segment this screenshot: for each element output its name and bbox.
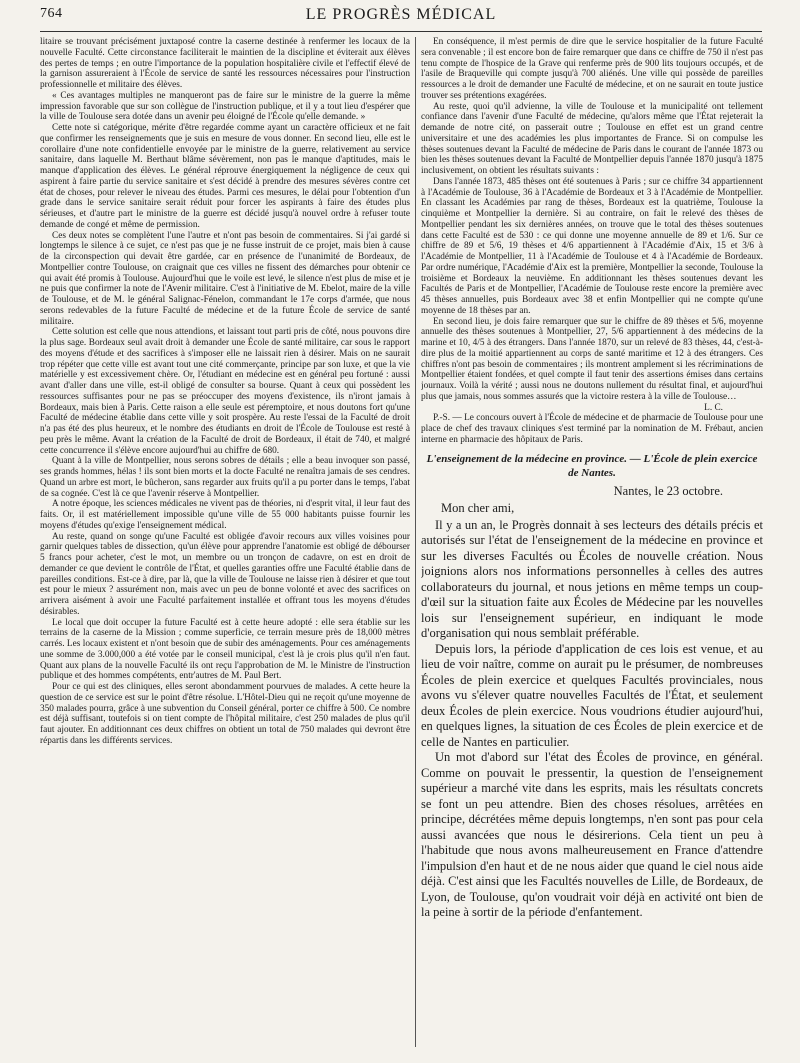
letter-body — [421, 518, 763, 921]
left-paragraph: litaire se trouvant précisément juxtaposé contre la caserne destinée à renfermer les locaux de la nouvelle Faculté. Cette circonstance faciliterait le maintien de la discipline et éviterait aux élèves des pertes de temps ; en outre l'importance de la population hospitalière civile et l'effectif élevé de la garnison assureraient à l'École de service de santé les ressources nécessaires pour l'instruction professionnelle et militaire des élèves. — [40, 37, 410, 90]
article-heading: L'enseignement de la médecine en province. — L'École de plein exercice de Nantes. — [426, 452, 758, 479]
left-paragraph: Le local que doit occuper la future Faculté est à cette heure adopté : elle sera établie sur les terrains de la caserne de la Mission ; comme superficie, ce terrain mesure près de 18,000 mètres carrés. Les locaux existent et n'ont besoin que de subir des aménagements. Pour ces aménagements une somme de 3.000,000 a été votée par le conseil municipal, c'est là je crois plus qu'il n'en faut. Quant aux plans de la nouvelle Faculté ils ont reçu l'approbation de M. le Ministre de l'instruction publique et des hommes compétents, entr'autres de M. Paul Bert. — [40, 617, 410, 682]
left-paragraph: Au reste, quand on songe qu'une Faculté est obligée d'avoir recours aux villes voisines pour garnir quelques tables de dissection, qu'un élève pour apprendre l'anatomie est obligé de débourser 5 francs pour acheter, c'est le mot, un membre ou un tronçon de cadavre, on est en droit de demander ce que devient le contrôle de l'État, et quelles garanties offre une Faculté établie dans de pareilles conditions. Est-ce à dire, par là, que la ville de Toulouse ne laisse rien à désirer et que tout est pour le mieux ? assurément non, mais avec un peu de bonne volonté et avec des sacrifices on arrivera aisément à avoir une Faculté parfaitement installée et offrant tous les moyens d'études désirables. — [40, 531, 410, 617]
right-paragraph: En second lieu, je dois faire remarquer que sur le chiffre de 89 thèses et 5/6, moyenne annuelle des thèses soutenues à Montpellier, 27, 5/6 appartiennent à des médecins de la marine et 10, 4/5 à des étrangers. Dans l'année 1870, sur un relevé de 83 thèses, 44, c'est-à-dire plus de la moitié appartiennent au corps de santé maritime et 12 à des étrangers. Ces chiffres n'ont pas besoin de commentaires ; ils montrent amplement si les récriminations de Montpellier étaient fondées, et quel compte il faut tenir des assertions émises dans certains journaux. Voilà la vérité ; aussi nous ne doutons nullement du résultat final, et aujourd'hui plus que jamais, nous sommes assurés que la victoire restera à la ville de Toulouse… — [421, 316, 763, 402]
salutation: Mon cher ami, — [441, 500, 515, 515]
right-paragraph: Dans l'année 1873, 485 thèses ont été soutenues à Paris ; sur ce chiffre 34 appartiennent à l'Académie de Toulouse, 36 à l'Académie de Bordeaux et 3 à l'Académie de Montpellier. En classant les Académies par rang de thèses, Bordeaux est la quatrième, Toulouse la cinquième et Montpellier la dernière. Si au contraire, on fait le relevé des thèses de Montpellier pendant les six dernières années, on trouve que le total des thèses soutenues dans cette Faculté est de 530 : ce qui donne une moyenne annuelle de 89 et 1/6. Sur ce chiffre de 89 et 5/6, 19 thèses et 4/6 appartiennent à l'Académie d'Aix, 15 et 3/6 à l'Académie de Montpellier, 11 à l'Académie de Toulouse et 4 à l'Académie de Bordeaux. Par ordre numérique, l'Académie d'Aix est la première, Montpellier la seconde, Toulouse la troisième et Bordeaux la neuvième. En additionnant les thèses soutenues devant les Facultés de Paris et de Montpellier, l'Académie de Toulouse reste encore la première avec 45 thèses annuelles, puis Bordeaux avec 38 et enfin Montpellier qui ne compte qu'une moyenne de 18 thèses par an. — [421, 176, 763, 316]
dateline: Nantes, le 23 octobre. — [613, 483, 723, 498]
right-continued-article — [421, 37, 763, 446]
left-paragraph: Cette note si catégorique, mérite d'être regardée comme ayant un caractère officieux et ne fait que confirmer les renseignements que je suis en mesure de vous donner. En second lieu, elle est le corollaire d'une note confidentielle envoyée par le ministre de la guerre, relativement au service sanitaire, dans laquelle M. Berthaut blâme sévèrement, non pas le manque d'aptitudes, mais le manque d'application des élèves. Le général réprouve énergiquement la négligence de ceux qui aspirent à faire partie du service sanitaire et s'est décidé à prendre des mesures sévères contre cet état de choses, pour relever le niveau des études. Parmi ces mesures, le délai pour l'obtention d'un grade dans le service sanitaire serait réduit pour forcer les aspirants à faire des études plus sérieuses, et d'autre part le ministre de la guerre est décidé jusqu'à nouvel ordre à refuser toute demande de congé et même de permission. — [40, 123, 410, 230]
left-paragraph: Quant à la ville de Montpellier, nous serons sobres de détails ; elle a beau invoquer son passé, ses grands hommes, hélas ! ils sont bien morts et la docte Faculté ne renaîtra jamais de ses cendres. Quand un arbre est mort, le bûcheron, sans regarder aux fruits qu'il a pu porter dans le temps, l'abat de sa cognée. C'est là ce que l'avenir réserve à Montpellier. — [40, 456, 410, 499]
header-rule — [40, 31, 762, 32]
page-number: 764 — [40, 6, 63, 21]
column-divider — [415, 37, 416, 1047]
right-paragraph: Au reste, quoi qu'il advienne, la ville de Toulouse et la municipalité ont tellement confiance dans l'avenir d'une Faculté de médecine, qu'alors même que l'État rejeterait la demande de notre cité, on passerait outre ; Toulouse en effet est un grand centre universitaire et une des académies les plus importantes de France. Si on compulse les thèses soutenues devant la Faculté de médecine de Paris dans le courant de l'année 1873 ou bien les thèses soutenues devant la Faculté de Montpellier depuis l'année 1870 jusqu'à 1875 inclusivement, on obtient les résultats suivants : — [421, 101, 763, 176]
journal-title: LE PROGRÈS MÉDICAL — [305, 6, 497, 23]
left-column — [40, 37, 410, 1059]
left-paragraph: « Ces avantages multiples ne manqueront pas de faire sur le ministre de la guerre la même impression favorable que sur son collègue de l'instruction publique, et il y a tout lieu d'espérer que la ville de Toulouse sera dotée dans un avenir peu éloigné de l'École qu'elle demande. » — [40, 90, 410, 123]
left-paragraph: Ces deux notes se complètent l'une l'autre et n'ont pas besoin de commentaires. Si j'ai gardé si longtemps le silence à ce sujet, ce n'est pas que je ne fusse instruit de ce projet, mais bien à cause de la circonspection qui devait être gardée, car en présence de l'unanimité de Bordeaux, de Montpellier contre Toulouse, on craignait que ces villes ne fissent des démarches pour obtenir ce qui avait été promis à Toulouse. Aujourd'hui que le voile est levé, le silence n'est plus de mise et je ne puis que confirmer la note de l'Avenir militaire. C'est à l'initiative de M. Ebelot, maire de la ville de Toulouse, et de M. le général Salignac-Fénelon, commandant le 17e corps d'armée, que nous serons redevables de la future Faculté de médecine et de la future École de service de santé militaire. — [40, 230, 410, 327]
letter-paragraph: Il y a un an, le Progrès donnait à ses lecteurs des détails précis et autorisés sur l'état de l'enseignement de la médecine en province et sur les diverses Facultés ou Écoles de nouvelle création. Nous joignions alors nos informations personnelles à celles des autres collaborateurs du journal, et nous jetions en même temps un coup-d'œil sur la situation faite aux Écoles de Médecine par les nouvelles lois sur l'enseignement supérieur, en indiquant le mode d'organisation qui nous semblait préférable. — [421, 517, 763, 640]
right-paragraph: En conséquence, il m'est permis de dire que le service hospitalier de la future Faculté sera convenable ; il est encore bon de faire remarquer que dans ce chiffre de 750 il n'est pas tenu compte de l'hospice de la Grave qui renferme près de 900 lits toujours occupés, et de l'asile de Braqueville qui compte jusqu'à 700 aliénés. Une ville qui possède de pareilles ressources a le droit de demander une Faculté de médecine, et on ne saurait en toute justice trouver ses prétentions exagérées. — [421, 37, 763, 101]
right-column — [421, 37, 763, 1059]
left-paragraph: Cette solution est celle que nous attendions, et laissant tout parti pris de côté, nous pouvons dire la plus sage. Bordeaux seul avait droit à demander une École de santé militaire, car sous le rapport des moyens d'étude et des sacrifices à s'imposer elle ne laissait rien à désirer. Mais on ne saurait trop répéter que cette ville est avant tout une cité commerçante, principe par son luxe, et que la vie matérielle y est excessivement chère. Or, l'étudiant en médecine est en général peu fortuné : aussi avant d'aller dans une ville, est-il obligé de consulter sa bourse. Quant à ceux qui possèdent les ressources suffisantes pour ne pas se préoccuper des moyens d'existence, ils n'iront jamais à Bordeaux, mais bien à Paris. Cette raison a elle seule est péremptoire, et nous doutons fort qu'une Faculté de médecine établie dans cette ville y soit prospère. Au reste l'essai de la Faculté de droit n'a pas été des plus heureux, et le nombre des étudiants en droit de l'École de Toulouse est resté à peu près le même. Avant la création de la Faculté de droit de Bordeaux, il était de 740, et malgré cette concurrence il s'élève encore aujourd'hui au chiffre de 680. — [40, 327, 410, 456]
postscript: P.-S. — Le concours ouvert à l'École de médecine et de pharmacie de Toulouse pour une place de chef des travaux cliniques s'est terminé par la nomination de M. Frébaut, ancien interne en pharmacie des hôpitaux de Paris. — [421, 413, 763, 445]
letter-paragraph: Un mot d'abord sur l'état des Écoles de province, en général. Comme on pouvait le pressentir, la question de l'enseignement supérieur a marché vite dans les esprits, mais les résultats concrets se font un peu attendre. Bien des choses résolues, arrêtées en principe, décrétées même depuis longtemps, n'en sont pas pour cela aussi avancées que nous le désirerions. Cela tient un peu à l'habitude que nous avons malheureusement en France d'attendre l'impulsion d'en haut et de ne nous aider que quand le ciel nous aide déjà. C'est ainsi que les Facultés nouvelles de Lille, de Bordeaux, de Lyon, de Toulouse, qu'on voudrait voir déjà en activité ont bien de la peine à sortir de la période d'enfantement. — [421, 750, 763, 919]
left-paragraph: A notre époque, les sciences médicales ne vivent pas de théories, ni d'esprit vital, il leur faut des faits. Or, il est matériellement impossible qu'une ville de 55 000 habitants puisse fournir les moyens d'études qu'exige l'enseignement médical. — [40, 499, 410, 531]
left-paragraph: Pour ce qui est des cliniques, elles seront abondamment pourvues de malades. A cette heure la question de ce service est sur le point d'être résolue. L'Hôtel-Dieu qui ne reçoit qu'une moyenne de 350 malades pourra, grâce à une subvention du Conseil général, porter ce chiffre à 500. Ce nombre est déjà suffisant, toutefois si on tient compte de l'hôpital militaire, c'est 250 malades de plus qu'il faut ajouter. En additionnant ces deux chiffres on obtient un total de 750 malades qui devront être répartis dans les différents services. — [40, 682, 410, 746]
letter-paragraph: Depuis lors, la période d'application de ces lois est venue, et au lieu de voir naître, comme on aurait pu le présumer, de nombreuses Écoles de plein exercice et quelques Facultés provinciales, nous avons vu s'élever quatre nouvelles Facultés de l'État, et seulement deux Écoles de plein exercice. Nous voudrions étudier aujourd'hui, en quelques lignes, la situation de ces Écoles de plein exercice et de celle de Nantes en particulier. — [421, 641, 763, 749]
signature: L. C. — [704, 402, 723, 413]
page-header — [40, 6, 762, 26]
